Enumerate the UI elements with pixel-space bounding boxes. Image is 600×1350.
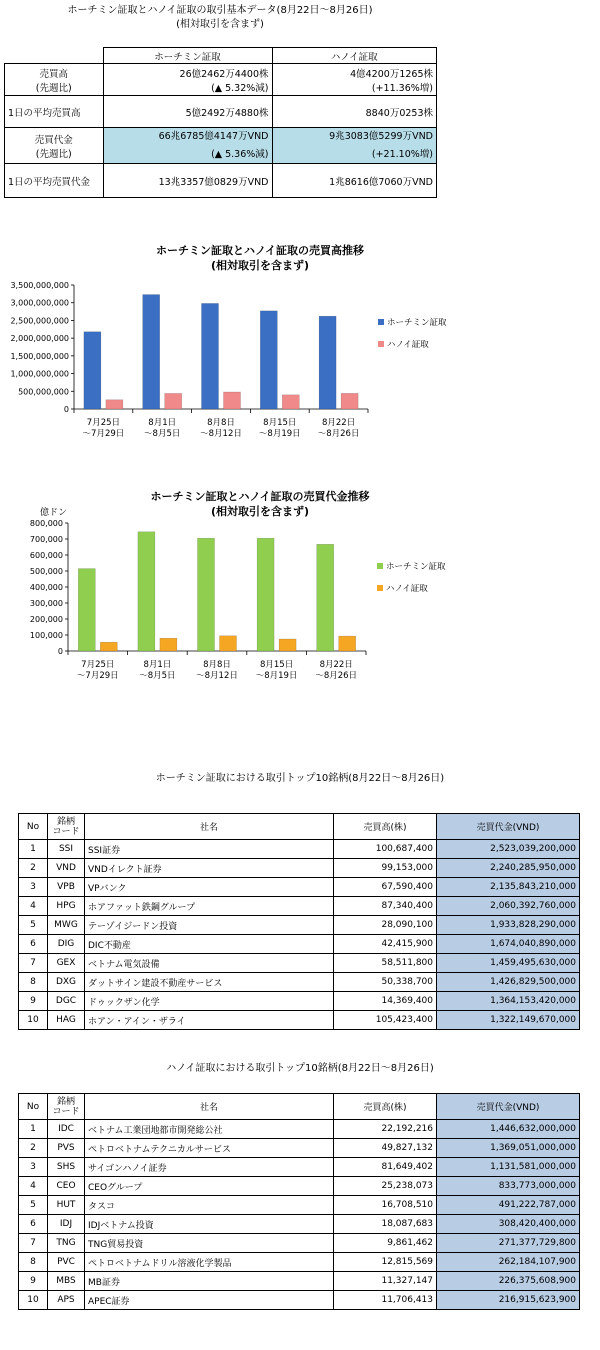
row-code: IDJ	[48, 1215, 85, 1234]
row-value: 2,523,039,200,000	[437, 840, 580, 859]
summary-hcm-cell: 66兆6785億4147万VND (▲ 5.36%減)	[103, 128, 272, 164]
x-tick-label: ～8月12日	[200, 429, 242, 439]
row-code: VPB	[48, 878, 85, 897]
row-code: APS	[48, 1291, 85, 1310]
bar-hanoi	[282, 395, 299, 409]
y-tick-label: 500,000	[29, 567, 63, 576]
value-chart-title: ホーチミン証取とハノイ証取の売買代金推移	[150, 490, 370, 503]
row-volume: 87,340,400	[334, 897, 437, 916]
row-company-name: CEOグループ	[85, 1177, 334, 1196]
x-tick-label: 8月15日	[263, 418, 297, 428]
bar-hcm	[143, 295, 160, 409]
x-tick-label: 7月25日	[81, 660, 115, 670]
x-tick-label: 8月22日	[319, 660, 353, 670]
row-company-name: ペトロベトナムドリル溶液化学製品	[85, 1253, 334, 1272]
row-code: PVC	[48, 1253, 85, 1272]
row-code: DXG	[48, 973, 85, 992]
row-volume: 11,706,413	[334, 1291, 437, 1310]
y-tick-label: 2,500,000,000	[10, 316, 69, 326]
table-row	[19, 1253, 580, 1272]
value-chart-subtitle: (相対取引を含まず)	[210, 505, 310, 518]
row-no: 5	[19, 916, 48, 935]
row-value: 1,131,581,000,000	[437, 1158, 580, 1177]
col-no: No	[19, 814, 48, 840]
row-company-name: サイゴンハノイ証券	[85, 1158, 334, 1177]
row-value: 308,420,400,000	[437, 1215, 580, 1234]
col-value: 売買代金(VND)	[437, 814, 580, 840]
summary-corner	[5, 48, 104, 64]
x-tick-label: ～7月29日	[76, 671, 119, 681]
legend-label: ホーチミン証取	[386, 562, 446, 572]
x-tick-label: ～8月26日	[315, 671, 358, 681]
col-volume: 売買高(株)	[334, 814, 437, 840]
summary-title-line1: ホーチミン証取とハノイ証取の取引基本データ(8月22日～8月26日)	[67, 5, 373, 16]
row-value: 1,459,495,630,000	[437, 954, 580, 973]
row-company-name: テーゾイジードン投資	[85, 916, 334, 935]
row-code: DIG	[48, 935, 85, 954]
col-no: No	[19, 1094, 48, 1120]
row-company-name: ホアン・アイン・ザライ	[85, 1011, 334, 1030]
table-row	[19, 1215, 580, 1234]
row-volume: 11,327,147	[334, 1272, 437, 1291]
x-tick-label: ～8月19日	[258, 429, 301, 439]
row-company-name: MB証券	[85, 1272, 334, 1291]
row-code: HAG	[48, 1011, 85, 1030]
row-company-name: ホアファット鉄鋼グループ	[85, 897, 334, 916]
summary-head-hn: ハノイ証取	[272, 48, 437, 64]
table-row	[19, 1234, 580, 1253]
row-company-name: VNDイレクト証券	[85, 859, 334, 878]
row-code: MWG	[48, 916, 85, 935]
hcm-top10-table	[18, 813, 580, 1030]
row-volume: 9,861,462	[334, 1234, 437, 1253]
bar-hanoi	[220, 636, 237, 651]
summary-hn-cell: 9兆3083億5299万VND (+21.10%増)	[272, 128, 437, 164]
row-code: PVS	[48, 1139, 85, 1158]
y-tick-label: 2,000,000,000	[10, 334, 69, 344]
legend-swatch	[378, 319, 384, 325]
table-row	[19, 878, 580, 897]
summary-hcm-cell: 13兆3357億0829万VND	[103, 164, 272, 198]
row-no: 1	[19, 840, 48, 859]
row-no: 6	[19, 935, 48, 954]
y-tick-label: 3,000,000,000	[10, 298, 69, 308]
x-tick-label: 8月22日	[321, 418, 356, 428]
x-tick-label: ～8月19日	[255, 671, 298, 681]
row-company-name: IDJベトナム投資	[85, 1215, 334, 1234]
summary-hn-cell: 4億4200万1265株 (+11.36%増)	[272, 64, 437, 96]
table-row	[19, 992, 580, 1011]
bar-hcm	[319, 316, 336, 409]
col-value: 売買代金(VND)	[437, 1094, 580, 1120]
bar-hanoi	[279, 639, 296, 651]
y-tick-label: 400,000	[29, 583, 63, 592]
row-company-name: SSI証券	[85, 840, 334, 859]
legend-swatch	[377, 563, 383, 569]
row-company-name: ベトナム電気設備	[85, 954, 334, 973]
row-code: DGC	[48, 992, 85, 1011]
row-no: 5	[19, 1196, 48, 1215]
table-row	[19, 1120, 580, 1139]
row-value: 1,369,051,000,000	[437, 1139, 580, 1158]
row-value: 1,426,829,500,000	[437, 973, 580, 992]
x-tick-label: 7月25日	[86, 418, 121, 428]
hcm-top10-title: ホーチミン証取における取引トップ10銘柄(8月22日～8月26日)	[155, 773, 445, 784]
summary-table	[4, 47, 437, 198]
x-tick-label: ～8月5日	[144, 429, 181, 439]
volume-chart	[0, 243, 520, 273]
x-tick-label: ～8月5日	[139, 671, 176, 681]
row-company-name: ダットサイン建設不動産サービス	[85, 973, 334, 992]
summary-hcm-cell: 5億2492万4880株	[103, 96, 272, 128]
legend-label: ハノイ証取	[387, 340, 429, 350]
legend-swatch	[378, 341, 384, 347]
x-tick-label: 8月8日	[207, 418, 235, 428]
bar-hcm	[202, 303, 219, 409]
volume-chart-subtitle: (相対取引を含まず)	[210, 259, 310, 272]
row-value: 2,060,392,760,000	[437, 897, 580, 916]
row-value: 1,933,828,290,000	[437, 916, 580, 935]
row-volume: 28,090,100	[334, 916, 437, 935]
row-company-name: VPバンク	[85, 878, 334, 897]
x-tick-label: 8月1日	[143, 660, 172, 670]
summary-hn-cell: 1兆8616億7060万VND	[272, 164, 437, 198]
row-value: 833,773,000,000	[437, 1177, 580, 1196]
row-volume: 22,192,216	[334, 1120, 437, 1139]
row-company-name: APEC証券	[85, 1291, 334, 1310]
row-code: CEO	[48, 1177, 85, 1196]
row-volume: 100,687,400	[334, 840, 437, 859]
row-value: 262,184,107,900	[437, 1253, 580, 1272]
row-no: 7	[19, 1234, 48, 1253]
summary-row-label: 売買高 (先週比)	[5, 64, 104, 96]
row-volume: 81,649,402	[334, 1158, 437, 1177]
value-chart-plot	[0, 505, 600, 695]
legend-swatch	[377, 585, 383, 591]
bar-hanoi	[160, 638, 177, 651]
y-tick-label: 500,000,000	[18, 387, 69, 397]
y-tick-label: 300,000	[29, 599, 63, 608]
row-volume: 58,511,800	[334, 954, 437, 973]
bar-hanoi	[100, 642, 117, 651]
row-no: 2	[19, 1139, 48, 1158]
row-company-name: TNG貿易投資	[85, 1234, 334, 1253]
row-value: 216,915,623,900	[437, 1291, 580, 1310]
x-tick-label: ～8月12日	[196, 671, 238, 681]
row-code: MBS	[48, 1272, 85, 1291]
table-row	[19, 954, 580, 973]
row-code: SHS	[48, 1158, 85, 1177]
row-no: 3	[19, 1158, 48, 1177]
y-tick-label: 700,000	[29, 535, 63, 544]
x-tick-label: ～8月26日	[317, 429, 360, 439]
col-name: 社名	[85, 1094, 334, 1120]
row-code: VND	[48, 859, 85, 878]
table-row	[19, 1272, 580, 1291]
hn-top10-header	[19, 1094, 580, 1120]
summary-hn-cell: 8840万0253株	[272, 96, 437, 128]
bar-hanoi	[106, 400, 123, 409]
y-tick-label: 100,000	[29, 631, 63, 640]
row-company-name: ベトナム工業団地都市開発総公社	[85, 1120, 334, 1139]
col-name: 社名	[85, 814, 334, 840]
row-volume: 105,423,400	[334, 1011, 437, 1030]
row-volume: 14,369,400	[334, 992, 437, 1011]
row-no: 8	[19, 973, 48, 992]
col-code: 銘柄 コード	[48, 814, 85, 840]
y-unit-label: 億ドン	[40, 508, 68, 518]
table-row	[19, 1011, 580, 1030]
row-no: 9	[19, 1272, 48, 1291]
hcm-top10-header	[19, 814, 580, 840]
row-volume: 49,827,132	[334, 1139, 437, 1158]
bar-hanoi	[341, 393, 358, 409]
summary-title	[0, 4, 440, 32]
row-volume: 67,590,400	[334, 878, 437, 897]
table-row	[19, 916, 580, 935]
table-row	[19, 1158, 580, 1177]
row-no: 1	[19, 1120, 48, 1139]
legend-label: ホーチミン証取	[387, 318, 447, 328]
summary-hcm-cell: 26億2462万4400株 (▲ 5.32%減)	[103, 64, 272, 96]
volume-chart-plot	[0, 275, 600, 455]
table-row	[19, 935, 580, 954]
bar-hcm	[198, 538, 215, 651]
row-value: 226,375,608,900	[437, 1272, 580, 1291]
y-tick-label: 800,000	[29, 519, 63, 528]
summary-row	[5, 128, 437, 164]
row-no: 7	[19, 954, 48, 973]
table-row	[19, 973, 580, 992]
table-row	[19, 1177, 580, 1196]
row-code: HUT	[48, 1196, 85, 1215]
summary-row	[5, 96, 437, 128]
col-code: 銘柄 コード	[48, 1094, 85, 1120]
bar-hcm	[317, 544, 334, 651]
table-row	[19, 840, 580, 859]
row-no: 10	[19, 1291, 48, 1310]
y-tick-label: 0	[57, 647, 63, 656]
row-volume: 18,087,683	[334, 1215, 437, 1234]
row-value: 491,222,787,000	[437, 1196, 580, 1215]
row-code: IDC	[48, 1120, 85, 1139]
row-volume: 12,815,569	[334, 1253, 437, 1272]
row-volume: 42,415,900	[334, 935, 437, 954]
legend-label: ハノイ証取	[386, 584, 428, 594]
row-no: 9	[19, 992, 48, 1011]
row-no: 6	[19, 1215, 48, 1234]
y-tick-label: 1,500,000,000	[10, 351, 69, 361]
row-company-name: ドゥックザン化学	[85, 992, 334, 1011]
row-code: GEX	[48, 954, 85, 973]
bar-hcm	[78, 569, 95, 651]
bar-hanoi	[165, 393, 182, 409]
y-tick-label: 0	[63, 405, 69, 414]
table-row	[19, 1196, 580, 1215]
volume-chart-title: ホーチミン証取とハノイ証取の売買高推移	[155, 244, 364, 257]
col-volume: 売買高(株)	[334, 1094, 437, 1120]
summary-row	[5, 164, 437, 198]
row-code: TNG	[48, 1234, 85, 1253]
y-tick-label: 1,000,000,000	[10, 369, 69, 379]
row-value: 271,377,729,800	[437, 1234, 580, 1253]
table-row	[19, 859, 580, 878]
summary-row	[5, 64, 437, 96]
summary-title-line2: (相対取引を含まず)	[176, 19, 264, 30]
bar-hcm	[260, 311, 277, 409]
row-company-name: タスコ	[85, 1196, 334, 1215]
row-company-name: DIC不動産	[85, 935, 334, 954]
row-value: 1,674,040,890,000	[437, 935, 580, 954]
row-value: 2,135,843,210,000	[437, 878, 580, 897]
row-no: 10	[19, 1011, 48, 1030]
summary-row-label: 1日の平均売買代金	[5, 164, 104, 198]
row-no: 3	[19, 878, 48, 897]
row-no: 4	[19, 897, 48, 916]
y-tick-label: 3,500,000,000	[10, 281, 69, 290]
x-tick-label: 8月15日	[259, 660, 294, 670]
x-tick-label: 8月8日	[203, 660, 231, 670]
bar-hcm	[84, 332, 101, 409]
row-code: SSI	[48, 840, 85, 859]
bar-hcm	[257, 538, 274, 651]
row-value: 1,446,632,000,000	[437, 1120, 580, 1139]
row-value: 1,364,153,420,000	[437, 992, 580, 1011]
bar-hanoi	[339, 636, 356, 651]
row-value: 1,322,149,670,000	[437, 1011, 580, 1030]
row-value: 2,240,285,950,000	[437, 859, 580, 878]
y-tick-label: 600,000	[29, 551, 63, 560]
row-no: 2	[19, 859, 48, 878]
summary-row-label: 1日の平均売買高	[5, 96, 104, 128]
hn-top10-title: ハノイ証取における取引トップ10銘柄(8月22日～8月26日)	[166, 1063, 434, 1074]
x-tick-label: ～7月29日	[82, 429, 125, 439]
table-row	[19, 1291, 580, 1310]
hn-top10-table	[18, 1093, 580, 1310]
table-row	[19, 1139, 580, 1158]
row-volume: 16,708,510	[334, 1196, 437, 1215]
bar-hanoi	[224, 392, 241, 409]
y-tick-label: 200,000	[29, 615, 63, 624]
row-volume: 99,153,000	[334, 859, 437, 878]
row-no: 8	[19, 1253, 48, 1272]
row-code: HPG	[48, 897, 85, 916]
table-row	[19, 897, 580, 916]
summary-head-hcm: ホーチミン証取	[103, 48, 272, 64]
summary-row-label: 売買代金 (先週比)	[5, 128, 104, 164]
row-volume: 25,238,073	[334, 1177, 437, 1196]
row-volume: 50,338,700	[334, 973, 437, 992]
bar-hcm	[138, 532, 155, 651]
row-company-name: ペトロベトナムテクニカルサービス	[85, 1139, 334, 1158]
x-tick-label: 8月1日	[148, 418, 177, 428]
row-no: 4	[19, 1177, 48, 1196]
